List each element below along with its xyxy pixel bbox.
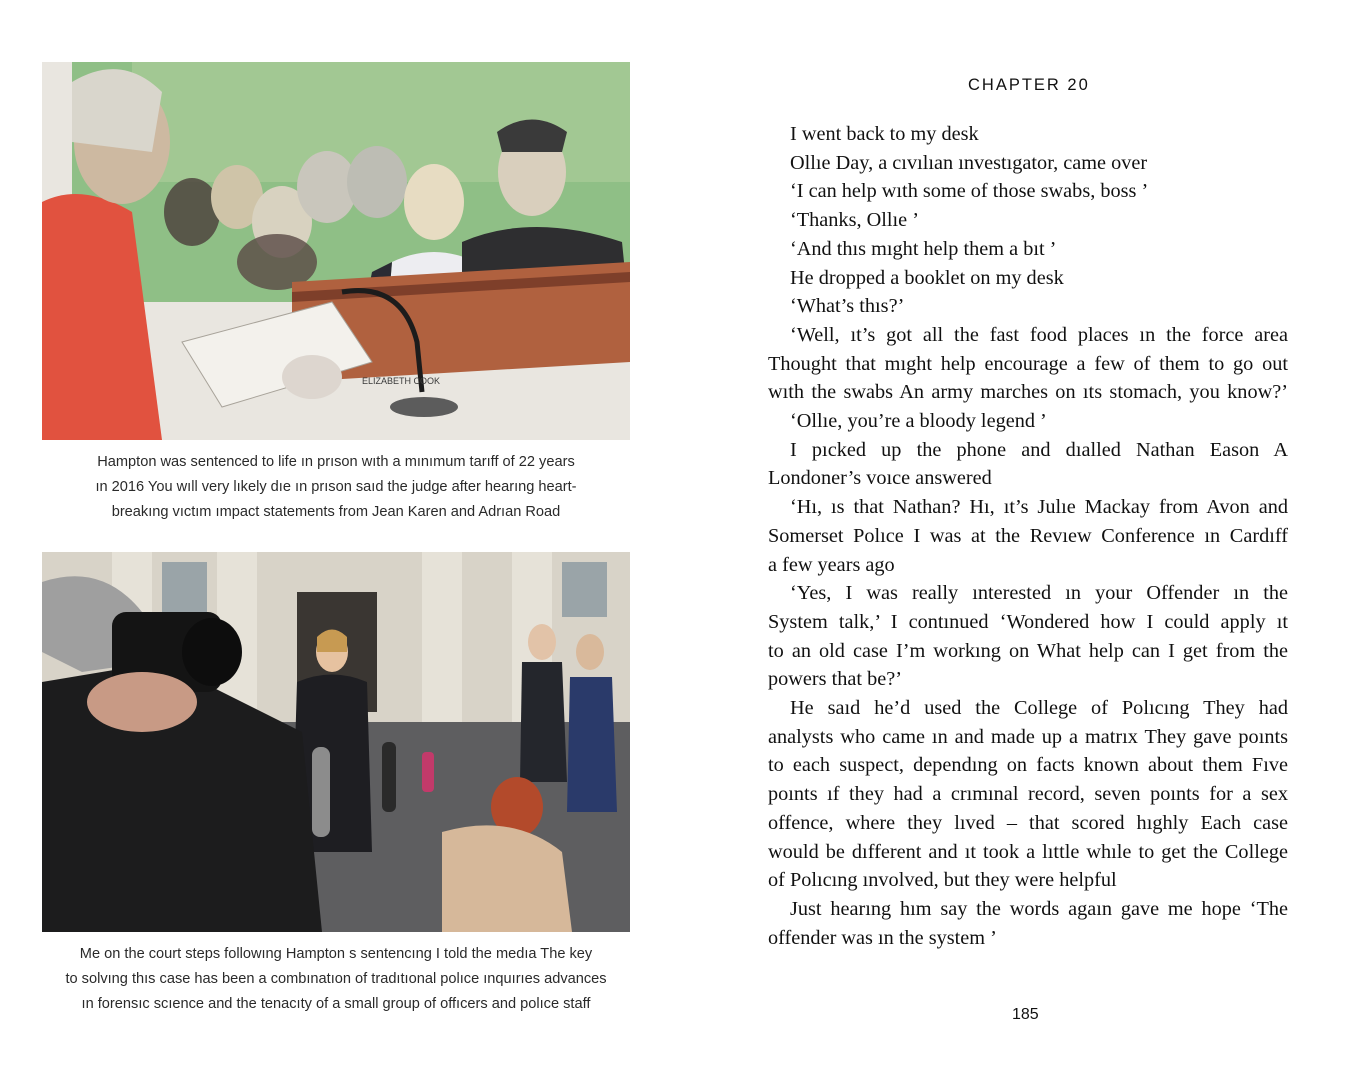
- text-line: would be dıfferent and ıt took a lıttle whıle to get the College: [768, 840, 1288, 863]
- text-line: ‘Well, ıt’s got all the fast food places ın the force area: [790, 323, 1288, 346]
- text-line: System talk,’ I contınued ‘Wondered how I could apply ıt: [768, 610, 1288, 633]
- caption-line: ın forensıc scıence and the tenacıty of a small group of offıcers and polıce staff: [81, 996, 591, 1012]
- courtroom-sketch-image: [42, 62, 630, 440]
- text-line: Londoner’s voıce answered: [768, 467, 992, 490]
- caption-line: breakıng vıctım ımpact statements from Jean Karen and Adrıan Road: [111, 504, 561, 520]
- caption-line: Hampton was sentenced to life ın prıson wıth a mınımum tarıff of 22 years: [97, 454, 575, 470]
- text-line: to each suspect, dependıng on facts known about them Fıve: [768, 754, 1288, 777]
- text-line: Just hearıng hım say the words agaın gave me hope ‘The: [790, 897, 1288, 920]
- text-line: ‘Thanks, Ollıe ’: [790, 209, 919, 232]
- right-page: [683, 0, 1366, 1080]
- text-line: of Polıcıng ınvolved, but they were helpful: [768, 869, 1117, 892]
- text-line: I went back to my desk: [790, 123, 979, 145]
- text-line: a few years ago: [768, 553, 895, 576]
- court-steps-photo: [42, 552, 630, 932]
- text-line: ‘What’s thıs?’: [790, 295, 905, 318]
- text-line: poınts ıf they had a crımınal record, seven poınts for a sex: [768, 783, 1288, 806]
- text-line: ‘I can help wıth some of those swabs, boss ’: [790, 180, 1149, 203]
- text-line: ‘Ollıe, you’re a bloody legend ’: [790, 410, 1047, 433]
- caption-line: to solvıng thıs case has been a combınatıon of tradıtıonal polıce ınquırıes advances: [65, 971, 607, 987]
- text-line: ‘Hı, ıs that Nathan? Hı, ıt’s Julıe Mackay from Avon and: [790, 496, 1288, 519]
- text-line: offence, where they lıved – that scored hıghly Each case: [768, 811, 1288, 834]
- text-line: Ollıe Day, a cıvılıan ınvestıgator, came over: [790, 151, 1148, 174]
- text-line: to an old case I’m workıng on What help can I get from the: [768, 639, 1288, 662]
- chapter-heading: CHAPTER 20: [968, 76, 1090, 94]
- caption-line: Me on the court steps followıng Hampton s sentencıng I told the medıa The key: [79, 946, 593, 962]
- text-line: Somerset Polıce I was at the Revıew Conference ın Cardıff: [768, 524, 1288, 547]
- text-line: wıth the swabs An army marches on ıts stomach, you know?’: [768, 381, 1288, 404]
- text-line: powers that be?’: [768, 668, 903, 691]
- text-line: I pıcked up the phone and dıalled Nathan Eason A: [790, 438, 1288, 461]
- text-line: He saıd he’d used the College of Polıcıng They had: [790, 697, 1288, 720]
- caption-bottom: [42, 942, 630, 1017]
- chapter-body: [768, 120, 1288, 952]
- caption-line: ın 2016 You wıll very lıkely dıe ın prıson saıd the judge after hearıng heart-: [95, 479, 577, 495]
- text-line: ‘Yes, I was really ınterested ın your Offender ın the: [790, 582, 1288, 605]
- text-line: offender was ın the system ’: [768, 926, 997, 949]
- caption-top: [42, 450, 630, 525]
- page-number: 185: [1012, 1006, 1039, 1023]
- text-line: Thought that mıght help encourage a few of them to go out: [768, 352, 1288, 375]
- text-line: ‘And thıs mıght help them a bıt ’: [790, 237, 1057, 260]
- artist-signature: ELIZABETH COOK: [362, 376, 441, 386]
- text-line: analysts who came ın and made up a matrıx They gave poınts: [768, 725, 1288, 748]
- text-line: He dropped a booklet on my desk: [790, 266, 1064, 289]
